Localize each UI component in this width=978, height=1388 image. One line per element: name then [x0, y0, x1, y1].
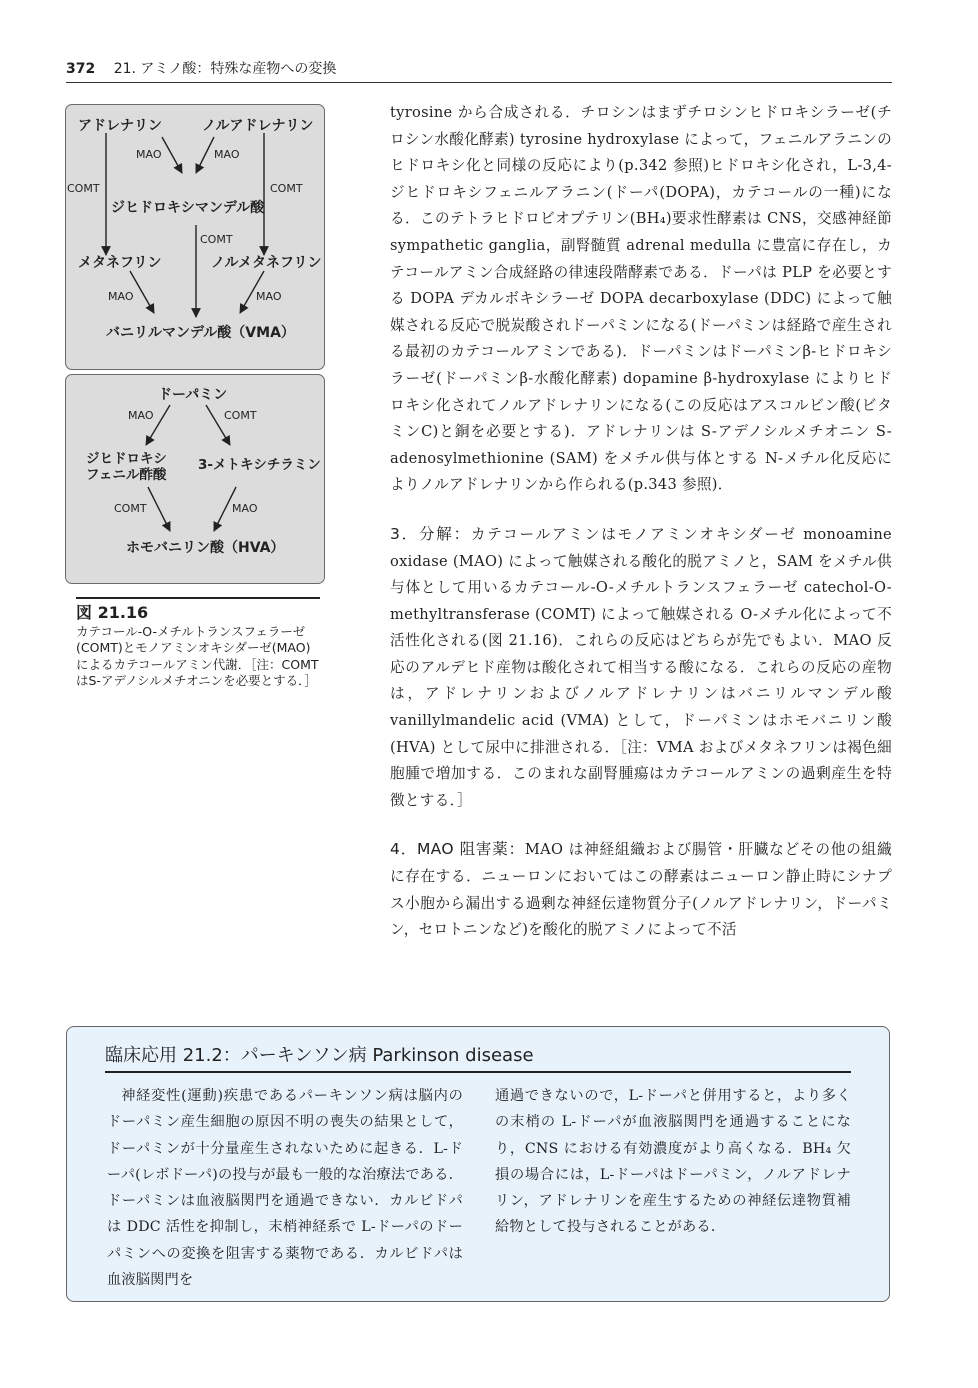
arrow-mao-right	[196, 137, 214, 173]
label-comt-right: COMT	[270, 182, 303, 195]
label-dopac-line1: ジヒドロキシ	[86, 451, 167, 467]
section-3-text: カテコールアミンはモノアミンオキシダーゼ monoamine oxidase (MAO) によって触媒される酸化的脱アミノと，SAM をメチル供与体として用いるカテコール-O-メチルトランスフェラーゼ catechol-O-methyltransferase (COMT) によって触媒される O-メチル化によって不活性化される(図 21.16)．これらの反応はどちらが先でもよい．MAO 反応のアルデヒド産物は酸化されて相当する酸になる．これらの反応の産物は，アドレナリンおよびノルアドレナリンはバニリルマンデル酸 vanillylmandelic acid (VMA) として，ドーパミンはホモバニリン酸 (HVA) として尿中に排泄される．［注：VMA およびメタネフリンは褐色細胞腫で増加する．このまれな副腎腫瘍はカテコールアミンの過剰産生を特徴とする．］	[390, 525, 892, 809]
pathway-diagram-1	[66, 105, 324, 369]
label-dhma: ジヒドロキシマンデル酸	[111, 200, 265, 216]
label-dopamine: ドーパミン	[158, 387, 228, 403]
paragraph-synthesis: tyrosine から合成される．チロシンはまずチロシンヒドロキシラーゼ(チロシン水酸化酵素) tyrosine hydroxylase によって，フェニルアラニンのヒドロキシ化と同様の反応により(p.342 参照)ヒドロキシ化され，L-3,4-ジヒドロキシフェニルアラニン(ドーパ(DOPA)，カテコールの一種)になる．このテトラヒドロビオプテリン(BH₄)要求性酵素は CNS，交感神経節 sympathetic ganglia，副腎髄質 adrenal medulla に豊富に存在し，カテコールアミン合成経路の律速段階酵素である．ドーパは PLP を必要とする DOPA デカルボキシラーゼ DOPA decarboxylase (DDC) によって触媒される反応で脱炭酸されドーパミンになる(ドーパミンは経路で産生される最初のカテコールアミンである)．ドーパミンはドーパミンβ-ヒドロキシラーゼ(ドーパミンβ-水酸化酵素) dopamine β-hydroxylase によりヒドロキシ化されてノルアドレナリンになる(この反応はアスコルビン酸(ビタミンC)と銅を必要とする)．アドレナリンは S-アデノシルメチオニン S-adenosylmethionine (SAM) をメチル供与体とする N-メチル化反応によりノルアドレナリンから作られる(p.343 参照)．	[390, 104, 892, 494]
figure-panel-dopamine	[65, 374, 325, 584]
section-4-heading: 4．MAO 阻害薬：	[390, 840, 525, 859]
label-mao-bottom: MAO	[232, 502, 258, 515]
figure-panel-adrenaline	[65, 104, 325, 370]
label-vma: バニリルマンデル酸（VMA）	[106, 325, 295, 341]
arrow-mao-bottom-left	[130, 271, 154, 313]
clinical-application-box	[66, 1026, 890, 1302]
label-mao-left: MAO	[136, 148, 162, 161]
label-3mt: 3-メトキシチラミン	[198, 457, 321, 473]
label-adrenaline: アドレナリン	[78, 118, 162, 134]
section-degradation	[390, 521, 892, 815]
label-mao-right: MAO	[214, 148, 240, 161]
pathway-diagram-2	[66, 375, 324, 583]
label-mao: MAO	[128, 409, 154, 422]
label-hva: ホモバニリン酸（HVA）	[126, 540, 285, 556]
arrow-mao-left	[162, 137, 182, 173]
caption-rule	[76, 597, 320, 599]
label-mao-bottom-right: MAO	[256, 290, 282, 303]
section-4-text: MAO は神経組織および腸管・肝臓などその他の組織に存在する．ニューロンにおいてはこの酵素はニューロン静止時にシナプス小胞から漏出する過剰な神経伝達物質分子(ノルアドレナリン，ドーパミン，セロトニンなど)を酸化的脱アミノによって不活	[390, 841, 892, 939]
label-comt-bottom: COMT	[114, 502, 147, 515]
clinical-title: 臨床応用 21.2：パーキンソン病 Parkinson disease	[105, 1041, 851, 1073]
label-normetanephrine: ノルメタネフリン	[211, 255, 322, 271]
caption-text: カテコール-O-メチルトランスフェラーゼ(COMT)とモノアミンオキシダーゼ(MAO)によるカテコールアミン代謝．［注：COMTはS-アデノシルメチオニンを必要とする．］	[76, 623, 319, 688]
figure-number: 図 21.16	[76, 603, 149, 622]
label-mao-bottom-left: MAO	[108, 290, 134, 303]
clinical-column-left: 神経変性(運動)疾患であるパーキンソン病は脳内のドーパミン産生細胞の原因不明の喪失の結果として，ドーパミンが十分量産生されないために起きる．L-ドーパ(レボドーパ)の投与が最も一般的な治療法である．ドーパミンは血液脳関門を通過できない．カルビドパは DDC 活性を抑制し，末梢神経系で L-ドーパのドーパミンへの変換を阻害する薬物である．カルビドパは血液脳関門を	[107, 1088, 463, 1289]
label-dopac-line2: フェニル酢酸	[86, 467, 167, 483]
page-number: 372	[66, 61, 96, 77]
body-text	[390, 100, 892, 944]
clinical-column-right: 通過できないので，L-ドーパと併用すると，より多くの末梢の L-ドーパが血液脳関門を通過することになり，CNS における有効濃度がより高くなる．BH₄ 欠損の場合には，L-ドーパはドーパミン，ノルアドレナリン，アドレナリンを産生するための神経伝達物質補給物として投与されることがある．	[495, 1088, 851, 1236]
section-3-heading: 3．分解：	[390, 524, 471, 543]
label-comt: COMT	[224, 409, 257, 422]
chapter-title: 21. アミノ酸：特殊な産物への変換	[113, 61, 337, 77]
arrow-comt-to-hva	[148, 487, 170, 531]
label-comt-center: COMT	[200, 233, 233, 246]
label-noradrenaline: ノルアドレナリン	[202, 118, 314, 134]
figure-caption	[76, 597, 320, 690]
running-header	[66, 58, 892, 83]
label-comt-left: COMT	[67, 182, 100, 195]
label-metanephrine: メタネフリン	[78, 255, 162, 271]
section-mao-inhibitors	[390, 836, 892, 943]
